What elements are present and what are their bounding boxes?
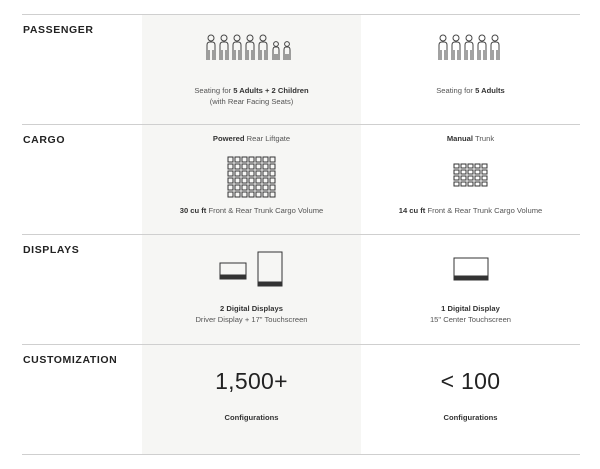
cargo-left-volume-label: Front & Rear Trunk Cargo Volume xyxy=(206,206,324,215)
cargo-box-icon xyxy=(454,176,459,180)
cargo-box-icon xyxy=(270,192,275,197)
cargo-box-icon xyxy=(256,171,261,176)
cargo-box-icon xyxy=(228,185,233,190)
cargo-box-icon xyxy=(475,170,480,174)
cargo-left-liftgate-type: Powered xyxy=(212,134,245,143)
cargo-box-icon xyxy=(461,182,466,186)
cargo-box-icon xyxy=(228,157,233,162)
customization-right-caption-text: Configurations xyxy=(443,413,498,422)
customization-right-value: < 100 xyxy=(440,368,501,394)
cargo-box-icon xyxy=(249,164,254,169)
passenger-left-text xyxy=(142,86,361,107)
cargo-box-icon xyxy=(256,178,261,183)
cargo-box-icon xyxy=(249,192,254,197)
cargo-volume-large-icon xyxy=(227,156,277,200)
cargo-box-icon xyxy=(249,157,254,162)
cargo-right-bottom xyxy=(361,206,580,217)
single-display-icon xyxy=(451,256,491,284)
cargo-left-top xyxy=(142,134,361,145)
cargo-box-icon xyxy=(242,157,247,162)
cargo-box-icon xyxy=(256,192,261,197)
divider xyxy=(22,14,580,15)
cargo-box-icon xyxy=(270,171,275,176)
cargo-box-icon xyxy=(235,157,240,162)
customization-left-caption xyxy=(142,413,361,424)
cargo-left-grid xyxy=(142,156,361,200)
cargo-box-icon xyxy=(263,185,268,190)
cargo-box-icon xyxy=(235,164,240,169)
customization-left-caption-text: Configurations xyxy=(224,413,279,422)
cargo-right-volume-label: Front & Rear Trunk Cargo Volume xyxy=(425,206,543,215)
cargo-left-liftgate: Rear Liftgate xyxy=(244,134,291,143)
cargo-box-icon xyxy=(461,164,466,168)
row-label-cargo: CARGO xyxy=(23,134,66,146)
passenger-right-text xyxy=(361,86,580,97)
cargo-box-icon xyxy=(256,185,261,190)
cargo-box-icon xyxy=(468,164,473,168)
cargo-box-icon xyxy=(263,157,268,162)
cargo-box-icon xyxy=(235,192,240,197)
cargo-box-icon xyxy=(270,185,275,190)
cargo-box-icon xyxy=(482,176,487,180)
divider xyxy=(22,124,580,125)
cargo-box-icon xyxy=(263,164,268,169)
cargo-box-icon xyxy=(228,164,233,169)
customization-right-caption xyxy=(361,413,580,424)
seven-passengers-icon xyxy=(202,34,302,64)
cargo-box-icon xyxy=(263,178,268,183)
cargo-box-icon xyxy=(249,178,254,183)
cargo-box-icon xyxy=(270,164,275,169)
cargo-box-icon xyxy=(468,176,473,180)
passenger-left xyxy=(142,34,361,64)
cargo-box-icon xyxy=(468,182,473,186)
cargo-box-icon xyxy=(256,157,261,162)
displays-left-title: 2 Digital Displays xyxy=(220,304,283,313)
passenger-right xyxy=(361,34,580,64)
passenger-left-count: 5 Adults + 2 Children xyxy=(233,86,309,95)
cargo-box-icon xyxy=(468,170,473,174)
cargo-box-icon xyxy=(235,185,240,190)
cargo-box-icon xyxy=(482,170,487,174)
cargo-box-icon xyxy=(482,164,487,168)
cargo-box-icon xyxy=(270,157,275,162)
cargo-box-icon xyxy=(454,164,459,168)
displays-left-subtitle: Driver Display + 17" Touchscreen xyxy=(195,314,308,324)
cargo-box-icon xyxy=(454,182,459,186)
cargo-left-bottom xyxy=(142,206,361,217)
cargo-box-icon xyxy=(270,178,275,183)
passenger-right-prefix: Seating for xyxy=(436,86,476,95)
cargo-box-icon xyxy=(263,171,268,176)
cargo-volume-small-icon xyxy=(453,163,488,189)
cargo-box-icon xyxy=(475,182,480,186)
two-displays-icon xyxy=(217,250,287,290)
customization-left-value: 1,500+ xyxy=(215,368,288,394)
cargo-right-top xyxy=(361,134,580,145)
cargo-left-volume: 30 cu ft xyxy=(179,206,207,215)
displays-left-icon xyxy=(142,250,361,290)
cargo-box-icon xyxy=(461,176,466,180)
cargo-box-icon xyxy=(242,171,247,176)
divider xyxy=(22,454,580,455)
cargo-box-icon xyxy=(461,170,466,174)
cargo-right-trunk-type: Manual xyxy=(446,134,474,143)
passenger-left-note: (with Rear Facing Seats) xyxy=(209,96,294,106)
cargo-box-icon xyxy=(235,171,240,176)
cargo-box-icon xyxy=(242,178,247,183)
cargo-box-icon xyxy=(242,192,247,197)
cargo-right-volume: 14 cu ft xyxy=(398,206,426,215)
displays-right-text xyxy=(361,304,580,325)
divider xyxy=(22,344,580,345)
cargo-box-icon xyxy=(256,164,261,169)
cargo-box-icon xyxy=(242,164,247,169)
cargo-box-icon xyxy=(482,182,487,186)
displays-left-text xyxy=(142,304,361,325)
cargo-box-icon xyxy=(228,192,233,197)
cargo-box-icon xyxy=(249,185,254,190)
cargo-right-grid xyxy=(361,163,580,189)
cargo-box-icon xyxy=(235,178,240,183)
row-label-customization: CUSTOMIZATION xyxy=(23,354,118,366)
cargo-right-trunk: Trunk xyxy=(473,134,495,143)
row-label-displays: DISPLAYS xyxy=(23,244,80,256)
displays-right-title: 1 Digital Display xyxy=(441,304,500,313)
cargo-box-icon xyxy=(263,192,268,197)
displays-right-subtitle: 15" Center Touchscreen xyxy=(429,314,512,324)
cargo-box-icon xyxy=(249,171,254,176)
cargo-box-icon xyxy=(475,164,480,168)
cargo-box-icon xyxy=(242,185,247,190)
cargo-box-icon xyxy=(228,171,233,176)
row-label-passenger: PASSENGER xyxy=(23,24,94,36)
five-passengers-icon xyxy=(436,34,506,64)
cargo-box-icon xyxy=(454,170,459,174)
passenger-left-prefix: Seating for xyxy=(194,86,234,95)
cargo-box-icon xyxy=(228,178,233,183)
cargo-box-icon xyxy=(475,176,480,180)
displays-right-icon xyxy=(361,256,580,284)
divider xyxy=(22,234,580,235)
passenger-right-count: 5 Adults xyxy=(475,86,505,95)
